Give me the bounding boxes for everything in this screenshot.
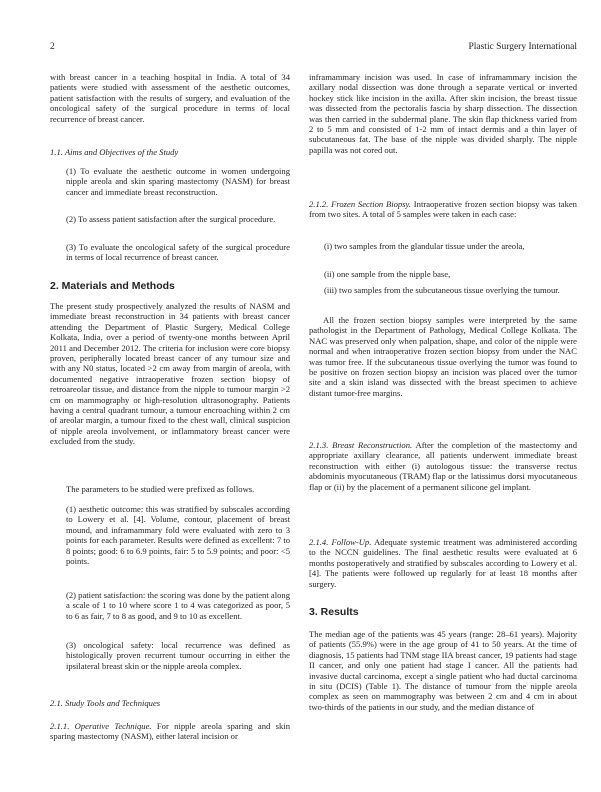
param-item: (1) aesthetic outcome: this was stratified by subscales according to Lowery et al. [4]. Volume, contour, placement of breast mound, and inframammary fold were evaluated with zero to 3 points for each parameter. Results were defined as excellent: 7 to 8 points; good: 6 to 6.9 points, fair: 5 to 5.9 points; and poor: <5 points. <box>66 504 290 567</box>
frozen-item: (iii) two samples from the subcutaneous tissue overlying the tumour. <box>324 285 560 295</box>
reconstruction-paragraph <box>309 440 577 492</box>
aim-item: (2) To assess patient satisfaction after the surgical procedure. <box>66 214 276 224</box>
reconstruction-heading: 2.1.3. Breast Reconstruction. <box>309 440 413 450</box>
intro-paragraph: with breast cancer in a teaching hospital in India. A total of 34 patients were studied with assessment of the aesthetic outcomes, patient satisfaction with the results of surgery, and evaluation of the oncological safety of the surgical procedure in terms of local recurrence of breast cancer. <box>50 72 290 124</box>
section-heading-results: 3. Results <box>309 606 359 618</box>
param-item: (3) oncological safety: local recurrence was defined as histologically proven recurrent tumour occurring in either the ipsilateral breast skin or the nipple areola complex. <box>66 640 290 671</box>
frozen-text: Intraoperative frozen section biopsy was taken from two sites. A total of 5 samples were taken in each case: <box>309 199 577 220</box>
section-heading-methods: 2. Materials and Methods <box>50 280 175 292</box>
follow-up-text: Adequate systemic treatment was administered according to the NCCN guidelines. The final aesthetic results were evaluated at 6 months postoperatively and stratified by subscales according to Lowery et al. [4]. The patients were followed up regularly for at least 18 months after surgery. <box>309 537 577 589</box>
page-number: 2 <box>50 42 55 52</box>
frozen-section-paragraph <box>309 199 577 220</box>
follow-up-paragraph <box>309 537 577 589</box>
aims-heading: 1.1. Aims and Objectives of the Study <box>50 147 179 157</box>
operative-continued: inframammary incision was used. In case of inframammary incision the axillary nodal dissection was done through a separate vertical or inverted hockey stick like incision in the axilla. After skin incision, the breast tissue was dissected from the pectoralis fascia by sharp dissection. The dissection was then carried in the subdermal plane. The skin flap thickness varied from 2 to 5 mm and consisted of 1-2 mm of intact dermis and a thin layer of subcutaneous fat. The base of the nipple was divided sharply. The nipple papilla was not cored out. <box>309 72 577 155</box>
methods-paragraph: The present study prospectively analyzed the results of NASM and immediate breast reconstruction in 34 patients with breast cancer attending the Department of Plastic Surgery, Medical College Kolkata, India, over a period of twenty-one months between April 2011 and December 2012. The criteria for inclusion were core biopsy proven, peripherally located breast cancer of any tumour size and with any N0 status, located >2 cm away from margin of areola, with documented negative intraoperative frozen section biopsy of retroareolar tissue, and distance from the nipple to tumour margin >2 cm on mammography or high-resolution ultrasonography. Patients having a central quadrant tumour, a tumour encroaching within 2 cm of areolar margin, a tumour fixed to the chest wall, clinical suspicion of nipple areola involvement, or inflammatory breast cancer were excluded from the study. <box>50 301 290 447</box>
frozen-item: (i) two samples from the glandular tissue under the areola, <box>324 241 525 251</box>
aim-item: (1) To evaluate the aesthetic outcome in women undergoing nipple areola and skin sparing mastectomy (NASM) for breast cancer and immediate breast reconstruction. <box>66 166 290 197</box>
journal-name: Plastic Surgery International <box>468 42 577 52</box>
subsection-heading-tools: 2.1. Study Tools and Techniques <box>50 698 161 708</box>
operative-text: For nipple areola sparing and skin sparing mastectomy (NASM), either lateral incision or <box>50 721 290 742</box>
operative-heading: 2.1.1. Operative Technique. <box>50 721 152 731</box>
reconstruction-text: After the completion of the mastectomy and appropriate axillary clearance, all patients underwent immediate breast reconstruction with either (i) autologous tissue: the transverse rectus abdominis myocutaneous (TRAM) flap or the latissimus dorsi myocutaneous flap or (ii) by the placement of a permanent silicone gel implant. <box>309 440 577 492</box>
param-item: (2) patient satisfaction: the scoring was done by the patient along a scale of 1 to 10 where score 1 to 4 was categorized as poor, 5 to 6 as fair, 7 to 8 as good, and 9 to 10 as excellent. <box>66 590 290 621</box>
results-paragraph: The median age of the patients was 45 years (range: 28–61 years). Majority of patients (55.9%) were in the age group of 41 to 50 years. At the time of diagnosis, 15 patients had TNM stage IIA breast cancer, 19 patients had stage II cancer, and only one patient had stage I cancer. All the patients had invasive ductal carcinoma, except a single patient who had ductal carcinoma in situ (DCIS) (Table 1). The distance of tumour from the nipple areola complex as seen on mammography was between 2 cm and 4 cm in about two-thirds of the patients in our study, and the median distance of <box>309 629 577 712</box>
operative-paragraph <box>50 721 290 742</box>
follow-up-heading: 2.1.4. Follow-Up. <box>309 537 372 547</box>
frozen-interpretation-paragraph: All the frozen section biopsy samples were interpreted by the same pathologist in the Department of Pathology, Medical College Kolkata. The NAC was preserved only when palpation, shape, and color of the nipple were normal and when intraoperative frozen section biopsy from under the NAC was tumor free. If the subcutaneous tissue overlying the tumor was found to be positive on frozen section biopsy an incision was placed over the tumor site and a skin island was dissected with the breast specimen to achieve distant tumor-free margins. <box>309 315 577 398</box>
params-intro: The parameters to be studied were prefixed as follows. <box>66 484 255 494</box>
frozen-item: (ii) one sample from the nipple base, <box>324 269 451 279</box>
frozen-heading: 2.1.2. Frozen Section Biopsy. <box>309 199 412 209</box>
aim-item: (3) To evaluate the oncological safety of the surgical procedure in terms of local recurrence of breast cancer. <box>66 242 290 263</box>
